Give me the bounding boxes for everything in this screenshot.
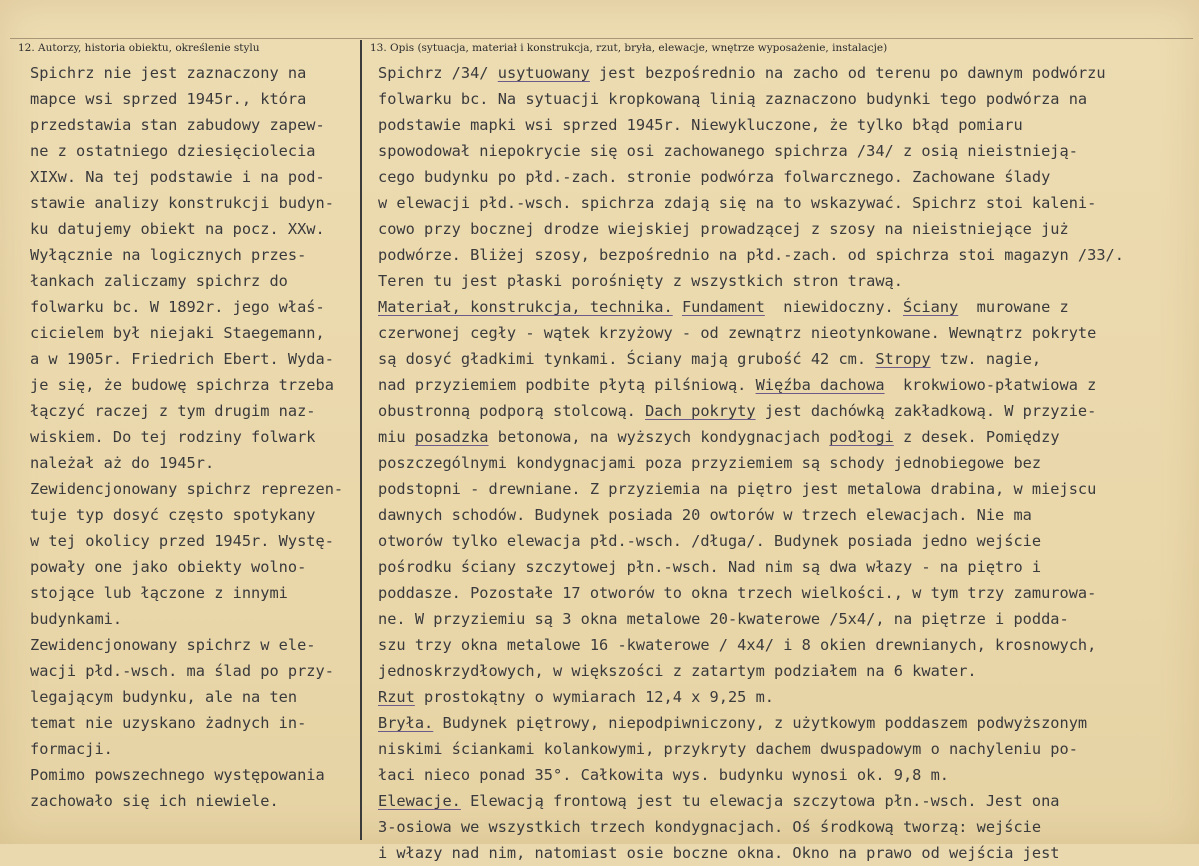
underlined-term: Rzut: [378, 688, 415, 706]
text-segment: Teren tu jest płaski porośnięty z wszystkich stron trawą.: [378, 272, 903, 290]
text-segment: tzw. nagie,: [930, 350, 1042, 368]
underlined-term: Dach pokryty: [645, 402, 756, 420]
text-segment: niewidoczny.: [764, 298, 903, 316]
history-text-column: [30, 60, 360, 814]
history-line: należał aż do 1945r.: [30, 454, 215, 472]
description-line: [378, 242, 1193, 268]
text-segment: jednoskrzydłowych, w większości z zatartym podziałem na 6 kwater.: [378, 662, 977, 680]
history-line: zachowało się ich niewiele.: [30, 792, 279, 810]
history-line: budynkami.: [30, 610, 123, 628]
text-segment: Spichrz /34/: [378, 64, 498, 82]
description-line: [378, 424, 1193, 450]
description-line: [378, 320, 1193, 346]
history-line: folwarku bc. W 1892r. jego właś-: [30, 298, 325, 316]
text-segment: czerwonej cegły - wątek krzyżowy - od zewnątrz nieotynkowane. Wewnątrz pokryte: [378, 324, 1097, 342]
description-line: [378, 346, 1193, 372]
description-text-column: [378, 60, 1193, 866]
text-segment: cego budynku po płd.-zach. stronie podwórza folwarcznego. Zachowane ślady: [378, 168, 1051, 186]
text-segment: 3-osiowa we wszystkich trzech kondygnacjach. Oś środkową tworzą: wejście: [378, 818, 1042, 836]
text-segment: podwórze. Bliżej szosy, bezpośrednio na płd.-zach. od spichrza stoi magazyn /33/.: [378, 246, 1124, 264]
text-segment: poszczególnymi kondygnacjami poza przyziemiem są schody jednobiegowe bez: [378, 454, 1042, 472]
description-line: [378, 216, 1193, 242]
history-line: temat nie uzyskano żadnych in-: [30, 714, 307, 732]
history-line: powały one jako obiekty wolno-: [30, 558, 307, 576]
underlined-term: Więźba dachowa: [755, 376, 885, 394]
text-segment: podstopni - drewniane. Z przyziemia na piętro jest metalowa drabina, w miejscu: [378, 480, 1097, 498]
column-divider: [360, 40, 362, 840]
top-rule: [10, 38, 1193, 39]
section-12-header: 12. Autorzy, historia obiektu, określenie stylu: [18, 42, 260, 54]
text-segment: spowodował niepokrycie się osi zachowanego spichrza /34/ z osią nieistnieją-: [378, 142, 1078, 160]
text-segment: otworów tylko elewacja płd.-wsch. /długa/. Budynek posiada jedno wejście: [378, 532, 1042, 550]
text-segment: miu: [378, 428, 415, 446]
underlined-term: Fundament: [681, 298, 765, 316]
description-line: [378, 814, 1193, 840]
history-line: je się, że budowę spichrza trzeba: [30, 376, 334, 394]
text-segment: szu trzy okna metalowe 16 -kwaterowe / 4x4/ i 8 okien drewnianych, krosnowych,: [378, 636, 1097, 654]
underlined-term: Materiał, konstrukcja, technika.: [378, 298, 673, 316]
section-13-header: 13. Opis (sytuacja, materiał i konstrukcja, rzut, bryła, elewacje, wnętrze wyposażenie, instalacje): [370, 42, 888, 54]
text-segment: niskimi ściankami kolankowymi, przykryty dachem dwuspadowym o nachyleniu po-: [378, 740, 1078, 758]
underlined-term: Elewacje.: [378, 792, 461, 810]
description-line: [378, 528, 1193, 554]
description-line: [378, 398, 1193, 424]
description-line: [378, 138, 1193, 164]
text-segment: jest bezpośrednio na zacho od terenu po dawnym podwórzu: [589, 64, 1106, 82]
underlined-term: Bryła.: [378, 714, 434, 732]
history-line: stojące lub łączone z innymi: [30, 584, 288, 602]
history-line: Spichrz nie jest zaznaczony na: [30, 64, 307, 82]
description-line: [378, 606, 1193, 632]
history-line: cicielem był niejaki Staegemann,: [30, 324, 325, 342]
history-line: łączyć raczej z tym drugim naz-: [30, 402, 316, 420]
history-line: ne z ostatniego dziesięciolecia: [30, 142, 316, 160]
text-segment: Budynek piętrowy, niepodpiwniczony, z użytkowym poddaszem podwyższonym: [433, 714, 1088, 732]
description-line: [378, 294, 1193, 320]
description-line: [378, 762, 1193, 788]
history-line: ku datujemy obiekt na pocz. XXw.: [30, 220, 325, 238]
history-line: a w 1905r. Friedrich Ebert. Wyda-: [30, 350, 334, 368]
history-line: przedstawia stan zabudowy zapew-: [30, 116, 325, 134]
underlined-term: Stropy: [875, 350, 931, 368]
description-line: [378, 736, 1193, 762]
underlined-term: podłogi: [829, 428, 894, 446]
description-line: [378, 554, 1193, 580]
text-segment: w elewacji płd.-wsch. spichrza zdają się na to wskazywać. Spichrz stoi kaleni-: [378, 194, 1097, 212]
underlined-term: posadzka: [414, 428, 489, 446]
text-segment: pośrodku ściany szczytowej płn.-wsch. Nad nim są dwa włazy - na piętro i: [378, 558, 1042, 576]
text-segment: Elewacją frontową jest tu elewacja szczytowa płn.-wsch. Jest ona: [460, 792, 1060, 810]
history-line: wiskiem. Do tej rodziny folwark: [30, 428, 316, 446]
history-line: XIXw. Na tej podstawie i na pod-: [30, 168, 325, 186]
description-line: [378, 450, 1193, 476]
underlined-term: Ściany: [902, 298, 959, 316]
description-line: [378, 580, 1193, 606]
history-line: wacji płd.-wsch. ma ślad po przy-: [30, 662, 334, 680]
description-line: [378, 658, 1193, 684]
text-segment: cowo przy bocznej drodze wiejskiej prowadzącej z szosy na nieistniejące już: [378, 220, 1069, 238]
text-segment: jest dachówką zakładkową. W przyzie-: [755, 402, 1097, 420]
description-line: [378, 112, 1193, 138]
text-segment: murowane z: [958, 298, 1069, 316]
history-line: stawie analizy konstrukcji budyn-: [30, 194, 334, 212]
history-line: Pomimo powszechnego występowania: [30, 766, 325, 784]
description-line: [378, 684, 1193, 710]
text-segment: folwarku bc. Na sytuacji kropkowaną linią zaznaczono budynki tego podwórza na: [378, 90, 1088, 108]
description-line: [378, 190, 1193, 216]
history-line: Zewidencjonowany spichrz w ele-: [30, 636, 316, 654]
text-segment: ne. W przyziemiu są 3 okna metalowe 20-kwaterowe /5x4/, na piętrze i podda-: [378, 610, 1069, 628]
description-line: [378, 60, 1193, 86]
history-line: łankach zaliczamy spichrz do: [30, 272, 288, 290]
text-segment: poddasze. Pozostałe 17 otworów to okna trzech wielkości., w tym trzy zamurowa-: [378, 584, 1097, 602]
history-line: formacji.: [30, 740, 113, 758]
text-segment: są dosyć gładkimi tynkami. Ściany mają grubość 42 cm.: [378, 350, 876, 368]
description-line: [378, 86, 1193, 112]
description-line: [378, 502, 1193, 528]
description-line: [378, 164, 1193, 190]
text-segment: łaci nieco ponad 35°. Całkowita wys. budynku wynosi ok. 9,8 m.: [378, 766, 949, 784]
text-segment: betonowa, na wyższych kondygnacjach: [488, 428, 830, 446]
underlined-term: usytuowany: [497, 64, 590, 82]
text-segment: z desek. Pomiędzy: [893, 428, 1060, 446]
history-line: Wyłącznie na logicznych przes-: [30, 246, 307, 264]
description-line: [378, 788, 1193, 814]
text-segment: i włazy nad nim, natomiast osie boczne okna. Okno na prawo od wejścia jest: [378, 844, 1060, 862]
description-line: [378, 268, 1193, 294]
text-segment: [673, 298, 682, 316]
history-line: mapce wsi sprzed 1945r., która: [30, 90, 307, 108]
text-segment: nad przyziemiem podbite płytą pilśniową.: [378, 376, 756, 394]
description-line: [378, 372, 1193, 398]
text-segment: obustronną podporą stolcową.: [378, 402, 646, 420]
description-line: [378, 632, 1193, 658]
description-line: [378, 710, 1193, 736]
history-line: legającym budynku, ale na ten: [30, 688, 298, 706]
text-segment: podstawie mapki wsi sprzed 1945r. Niewykluczone, że tylko błąd pomiaru: [378, 116, 1023, 134]
history-line: Zewidencjonowany spichrz reprezen-: [30, 480, 344, 498]
description-line: [378, 476, 1193, 502]
text-segment: prostokątny o wymiarach 12,4 x 9,25 m.: [414, 688, 775, 706]
text-segment: dawnych schodów. Budynek posiada 20 owtorów w trzech elewacjach. Nie ma: [378, 506, 1032, 524]
text-segment: krokwiowo-płatwiowa z: [884, 376, 1097, 394]
history-line: tuje typ dosyć często spotykany: [30, 506, 316, 524]
history-line: w tej okolicy przed 1945r. Wystę-: [30, 532, 334, 550]
